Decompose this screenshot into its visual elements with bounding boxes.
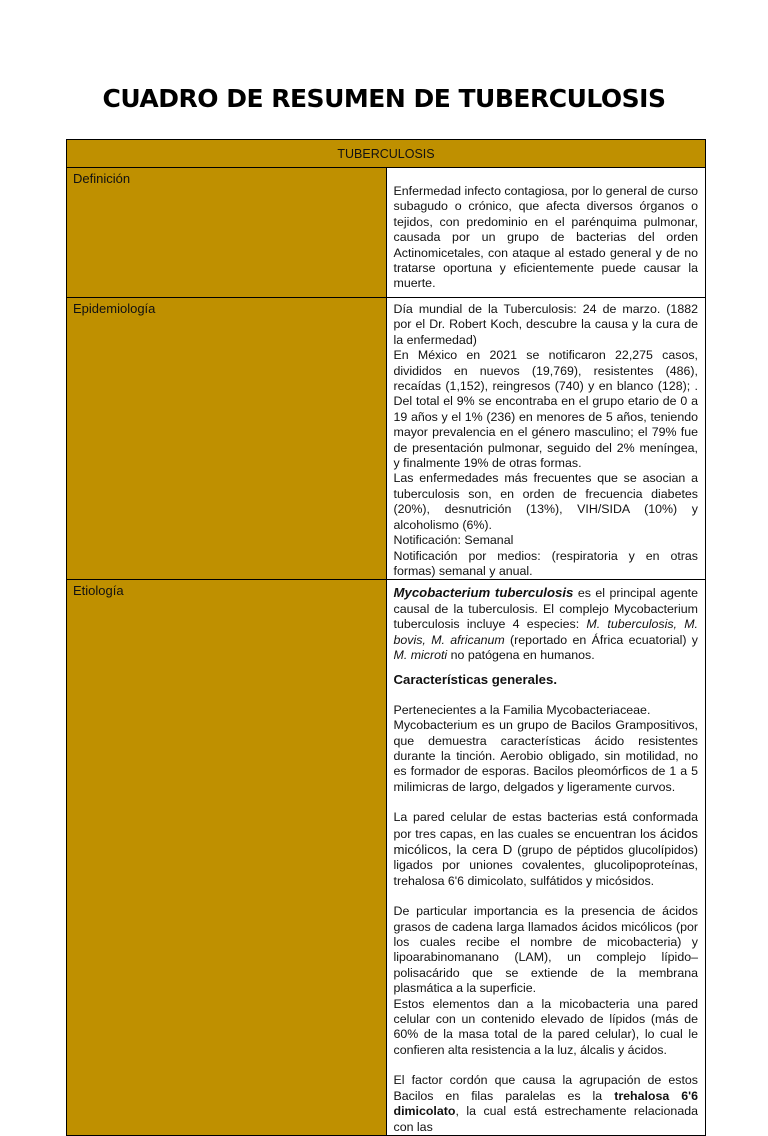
table-header-row: [67, 140, 706, 168]
eti-mycolic-acids: ácidos micólicos: [393, 825, 698, 857]
table-row-epidemiologia: [67, 298, 706, 580]
eti-cell-wall: La pared celular de estas bacterias está conformada por tres capas, en las cuales se encuentran los ácidos micólicos, la cera D (grupo de péptidos glucolípidos) ligados por uniones covalentes, glucolipoproteínas, trehalosa 6'6 dimicolato, sulfátidos y micósidos.: [393, 810, 698, 888]
definicion-text: Enfermedad infecto contagiosa, por lo general de curso subagudo o crónico, que afecta diversos órganos o tejidos, con predominio en el parénquima pulmonar, causada por un grupo de bacterias del orden Actinomicetales, con ataque al estado general y de no tratarse oportuna y eficientemente puede causar la muerte.: [393, 184, 698, 291]
spacer: [394, 688, 699, 703]
epi-notification-means: Notificación por medios: (respiratoria y en otras formas) semanal y anual.: [393, 548, 698, 578]
table-row-etiologia: [67, 580, 706, 1136]
spacer: [394, 795, 699, 810]
eti-trehalose: trehalosa 6'6 dimicolato: [393, 1088, 698, 1119]
table-row-definicion: [67, 168, 706, 298]
summary-table: [66, 139, 706, 1136]
row-content-epidemiologia: [386, 298, 706, 580]
eti-cord-factor: El factor cordón que causa la agrupación de estos Bacilos en filas paralelas es la trehalosa 6'6 dimicolato, la cual está estrechamente relacionada con las: [393, 1073, 698, 1134]
eti-elements: Estos elementos dan a la micobacteria una pared celular con un contenido elevado de lípidos (más de 60% de la masa total de la pared celular), lo cual le confieren alta resistencia a la luz, álcalis y ácidos.: [393, 996, 698, 1057]
epi-notification: Notificación: Semanal: [393, 533, 514, 548]
eti-subheading: Características generales.: [393, 672, 557, 688]
row-label-etiologia: Etiología: [67, 580, 387, 1136]
row-content-etiologia: [386, 580, 706, 1136]
eti-family: Pertenecientes a la Familia Mycobacteriaceae.: [393, 702, 651, 717]
eti-species-list: M. tuberculosis, M. bovis, M. africanum: [393, 617, 698, 647]
eti-intro: Mycobacterium tuberculosis es el principal agente causal de la tuberculosis. El complejo Mycobacterium tuberculosis incluye 4 especies: M. tuberculosis, M. bovis, M. africanum (reportado en África ecuatorial) y M. microti no patógena en humanos.: [393, 585, 699, 662]
table-header-cell: TUBERCULOSIS: [67, 140, 706, 168]
row-label-epidemiologia: Epidemiología: [67, 298, 387, 580]
epi-world-day: Día mundial de la Tuberculosis: 24 de marzo. (1882 por el Dr. Robert Koch, descubre la causa y la cura de la enfermedad): [393, 302, 698, 347]
row-label-definicion: Definición: [67, 168, 387, 298]
document-title: CUADRO DE RESUMEN DE TUBERCULOSIS: [102, 84, 666, 113]
epi-mexico-stats: En México en 2021 se notificaron 22,275 casos, divididos en nuevos (19,769), resistentes (486), recaídas (1,152), reingresos (740) y en blanco (128); . Del total el 9% se encontraba en el grupo etario de 0 a 19 años y el 1% (236) en menores de 5 años, teniendo mayor prevalencia en el género masculino; el 79% fue de presentación pulmonar, seguido del 2% meníngea, y finalmente 19% de otras formas.: [393, 348, 698, 471]
eti-microti: M. microti: [393, 647, 448, 662]
spacer: [394, 889, 699, 904]
eti-wax-d: la cera D: [456, 842, 513, 857]
eti-importance: De particular importancia es la presencia de ácidos grasos de cadena larga llamados ácidos micólicos (por los cuales recibe el nombre de micobacteria) y lipoarabinomanano (LAM), un complejo lípido–polisacárido que se extiende de la membrana plasmática a la superficie.: [393, 904, 698, 996]
eti-description: Mycobacterium es un grupo de Bacilos Grampositivos, que demuestra características ácido resistentes durante la tinción. Aerobio obligado, sin motilidad, no es formador de esporas. Bacilos pleomórficos de 1 a 5 milimicras de largo, delgados y ligeramente curvos.: [393, 718, 698, 794]
row-content-definicion: [386, 168, 706, 298]
spacer: [394, 1058, 699, 1073]
epi-associated-diseases: Las enfermedades más frecuentes que se asocian a tuberculosis son, en orden de frecuencia diabetes (20%), desnutrición (13%), VIH/SIDA (10%) y alcoholismo (6%).: [393, 471, 698, 532]
eti-species-name: Mycobacterium tuberculosis: [393, 585, 574, 601]
